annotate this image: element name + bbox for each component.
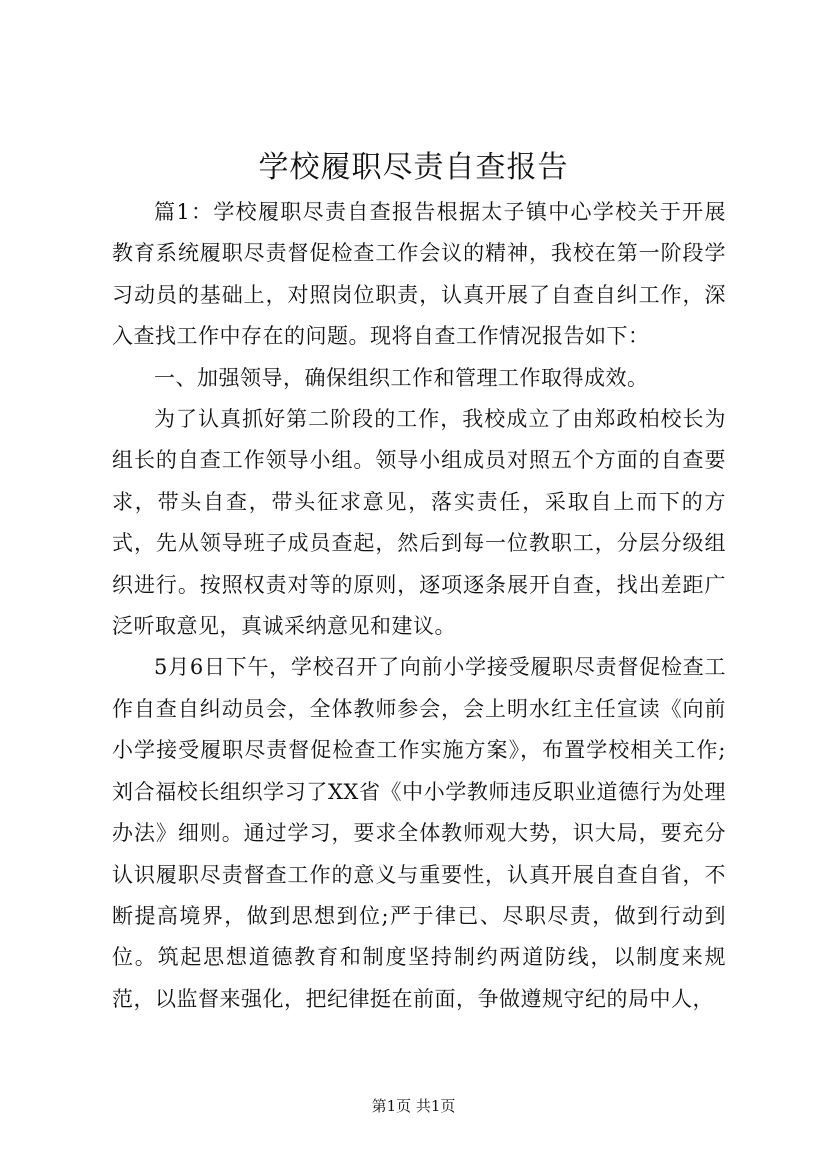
paragraph-leadership-group: 为了认真抓好第二阶段的工作，我校成立了由郑政柏校长为组长的自查工作领导小组。领导小组成员对照五个方面的自查要求，带头自查，带头征求意见，落实责任，采取自上而下的方式，先从领导班子成员查起，然后到每一位教职工，分层分级组织进行。按照权责对等的原则，逐项逐条展开自查，找出差距广泛听取意见，真诚采纳意见和建议。	[112, 407, 726, 639]
document-body	[112, 192, 726, 1050]
paragraph-section-heading: 一、加强领导，确保组织工作和管理工作取得成效。	[154, 365, 649, 390]
page-number-footer: 第1页 共1页	[371, 1097, 456, 1115]
paragraph-mobilization-meeting: 5月6日下午，学校召开了向前小学接受履职尽责督促检查工作自查自纠动员会，全体教师参会，会上明水红主任宣读《向前小学接受履职尽责督促检查工作实施方案》，布置学校相关工作;刘合福校长组织学习了XX省《中小学教师违反职业道德行为处理办法》细则。通过学习，要求全体教师观大势，识大局，要充分认识履职尽责督查工作的意义与重要性，认真开展自查自省，不断提高境界，做到思想到位;严于律已、尽职尽责，做到行动到位。筑起思想道德教育和制度坚持制约两道防线，以制度来规范，以监督来强化，把纪律挺在前面，争做遵规守纪的局中人，	[112, 655, 726, 1011]
page-title: 学校履职尽责自查报告	[258, 150, 569, 185]
paragraph-intro: 篇1：学校履职尽责自查报告根据太子镇中心学校关于开展教育系统履职尽责督促检查工作会议的精神，我校在第一阶段学习动员的基础上，对照岗位职责，认真开展了自查自纠工作，深入查找工作中存在的问题。现将自查工作情况报告如下：	[112, 200, 726, 349]
